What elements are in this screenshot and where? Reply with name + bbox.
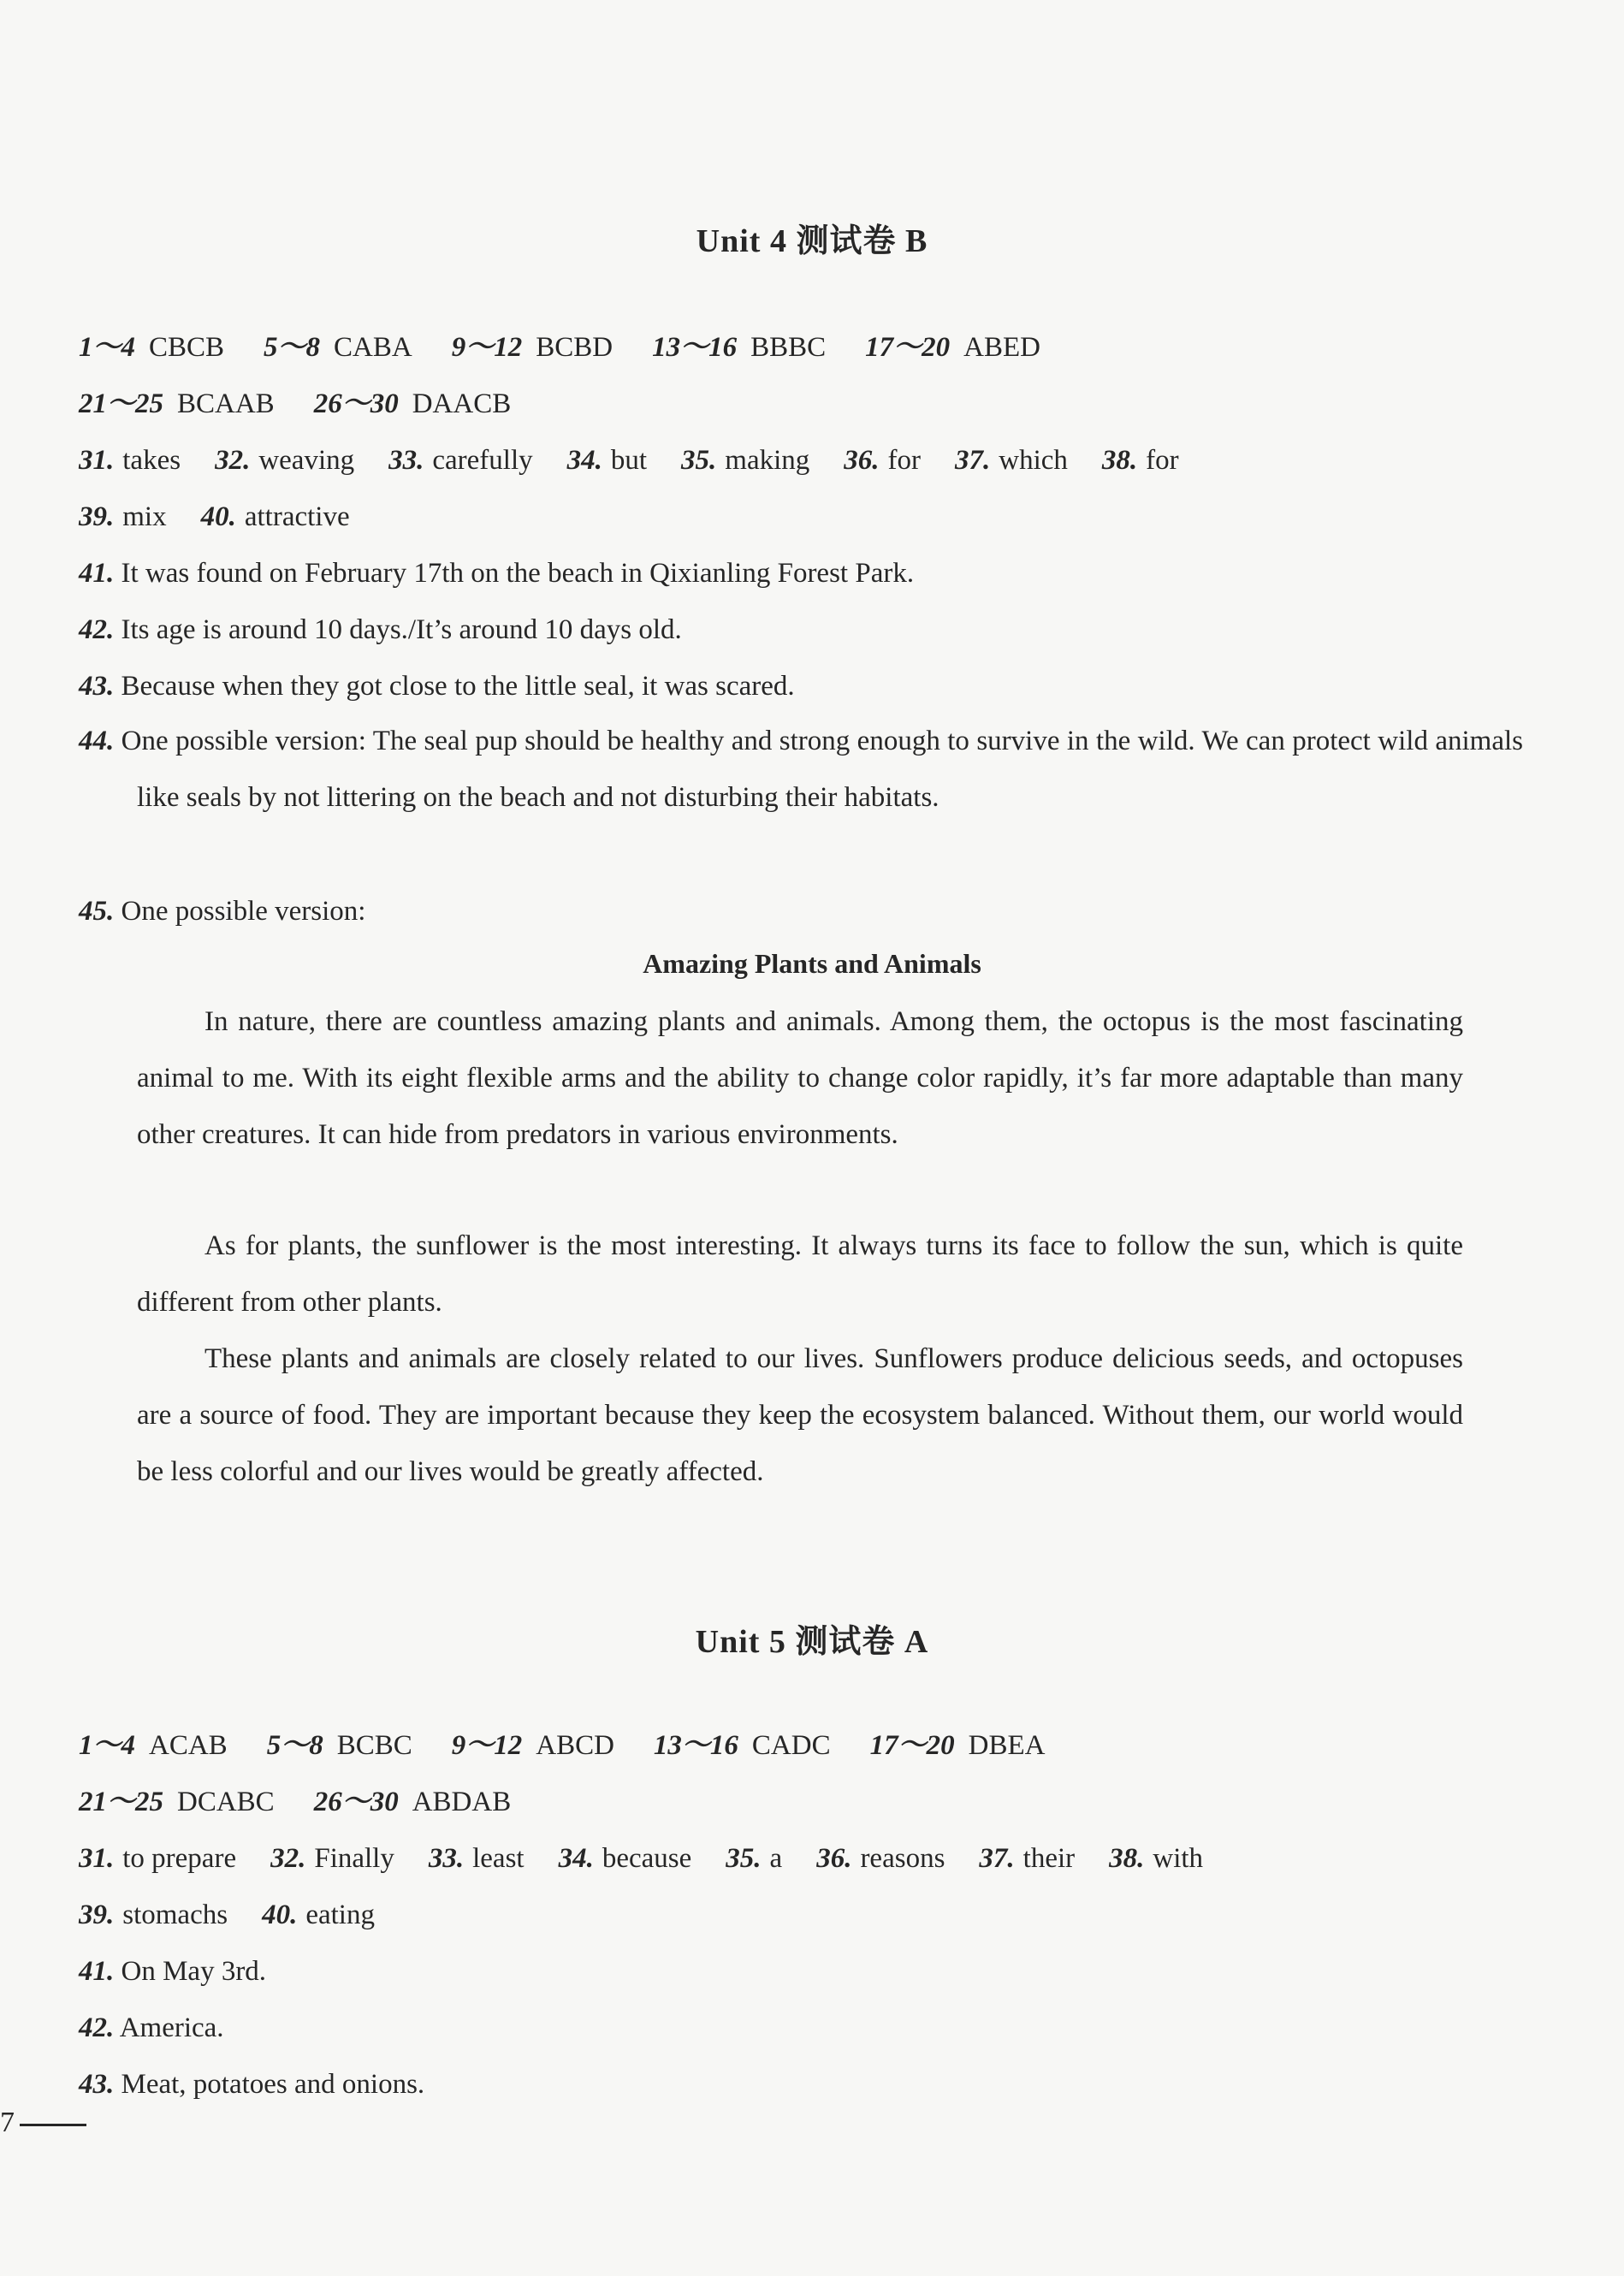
essay-paragraph-2: As for plants, the sunflower is the most interesting. It always turns its face to follow the sun, which is quite different from other plants. — [137, 1230, 1463, 1318]
unit5-title: Unit 5 测试卷 A — [695, 1624, 929, 1660]
answer-group: 13～16 CADC — [653, 1730, 831, 1761]
answer-group: 39. stomachs — [79, 1900, 228, 1930]
answer-group: 1～4 CBCB — [79, 332, 225, 363]
answer-group: 38. with — [1109, 1843, 1204, 1874]
unit5-answer-row-4 — [79, 1896, 1550, 1934]
answer-group: 31. takes — [79, 445, 181, 476]
answer-group: 33. carefully — [388, 445, 533, 476]
unit4-q43: 43. Because when they got close to the little seal, it was scared. — [79, 671, 795, 702]
answer-group: 1～4 ACAB — [79, 1730, 228, 1761]
answer-group: 40. eating — [262, 1900, 375, 1930]
answer-group: 35. making — [681, 445, 810, 476]
answer-group: 39. mix — [79, 501, 167, 532]
answer-group: 35. a — [726, 1843, 783, 1874]
page-number: 7 — [0, 2107, 15, 2138]
answer-group: 37. their — [979, 1843, 1076, 1874]
answer-group: 36. for — [844, 445, 922, 476]
answer-group: 32. weaving — [215, 445, 355, 476]
unit4-answer-row-3 — [79, 442, 1550, 479]
unit5-q43: 43. Meat, potatoes and onions. — [79, 2069, 425, 2100]
answer-group: 31. to prepare — [79, 1843, 237, 1874]
answer-group: 38. for — [1101, 445, 1179, 476]
answer-group: 13～16 BBBC — [652, 332, 827, 363]
unit4-answer-row-4 — [79, 498, 1550, 536]
unit4-q45: 45. One possible version: — [79, 896, 366, 927]
answer-group: 21～25 BCAAB — [79, 388, 275, 419]
answer-group: 33. least — [428, 1843, 525, 1874]
answer-group: 34. because — [558, 1843, 692, 1874]
unit5-q42: 42. America. — [79, 2012, 224, 2043]
essay-title: Amazing Plants and Animals — [643, 948, 981, 979]
answer-group: 5～8 CABA — [264, 332, 412, 363]
answer-group: 21～25 DCABC — [79, 1787, 275, 1817]
unit4-q41: 41. It was found on February 17th on the beach in Qixianling Forest Park. — [79, 558, 915, 589]
answer-group: 34. but — [566, 445, 648, 476]
unit4-q42: 42. Its age is around 10 days./It’s around 10 days old. — [79, 614, 682, 645]
answer-group: 37. which — [955, 445, 1068, 476]
unit4-q44: 44. One possible version: The seal pup should be healthy and strong enough to survive in the wild. We can protect wild animals like seals by not littering on the beach and not disturbing their habitats. — [79, 726, 1523, 813]
answer-group: 9～12 ABCD — [451, 1730, 614, 1761]
unit5-answer-row-1 — [79, 1727, 1550, 1764]
answer-group: 26～30 DAACB — [313, 388, 512, 419]
answer-group: 40. attractive — [200, 501, 350, 532]
answer-group: 5～8 BCBC — [266, 1730, 412, 1761]
answer-group: 32. Finally — [270, 1843, 394, 1874]
unit5-answer-row-3 — [79, 1840, 1550, 1877]
page-footer — [0, 2107, 86, 2139]
unit5-answer-row-2 — [79, 1783, 1550, 1821]
unit4-answer-row-1 — [79, 329, 1550, 366]
answer-group: 17～20 ABED — [865, 332, 1040, 363]
essay-paragraph-3: These plants and animals are closely related to our lives. Sunflowers produce delicious seeds, and octopuses are a source of food. They are important because they keep the ecosystem balanced. Without them, our world would be less colorful and our lives would be greatly affected. — [137, 1343, 1463, 1487]
unit4-answer-row-2 — [79, 385, 1550, 423]
unit5-q41: 41. On May 3rd. — [79, 1956, 267, 1987]
answer-group: 9～12 BCBD — [451, 332, 613, 363]
unit4-title: Unit 4 测试卷 B — [696, 223, 928, 259]
answer-group: 26～30 ABDAB — [313, 1787, 512, 1817]
footer-decoration — [20, 2124, 86, 2126]
essay-paragraph-1: In nature, there are countless amazing plants and animals. Among them, the octopus is the most fascinating animal to me. With its eight flexible arms and the ability to change color rapidly, it’s far more adaptable than many other creatures. It can hide from predators in various environments. — [137, 1006, 1463, 1150]
answer-group: 36. reasons — [816, 1843, 945, 1874]
answer-group: 17～20 DBEA — [869, 1730, 1046, 1761]
